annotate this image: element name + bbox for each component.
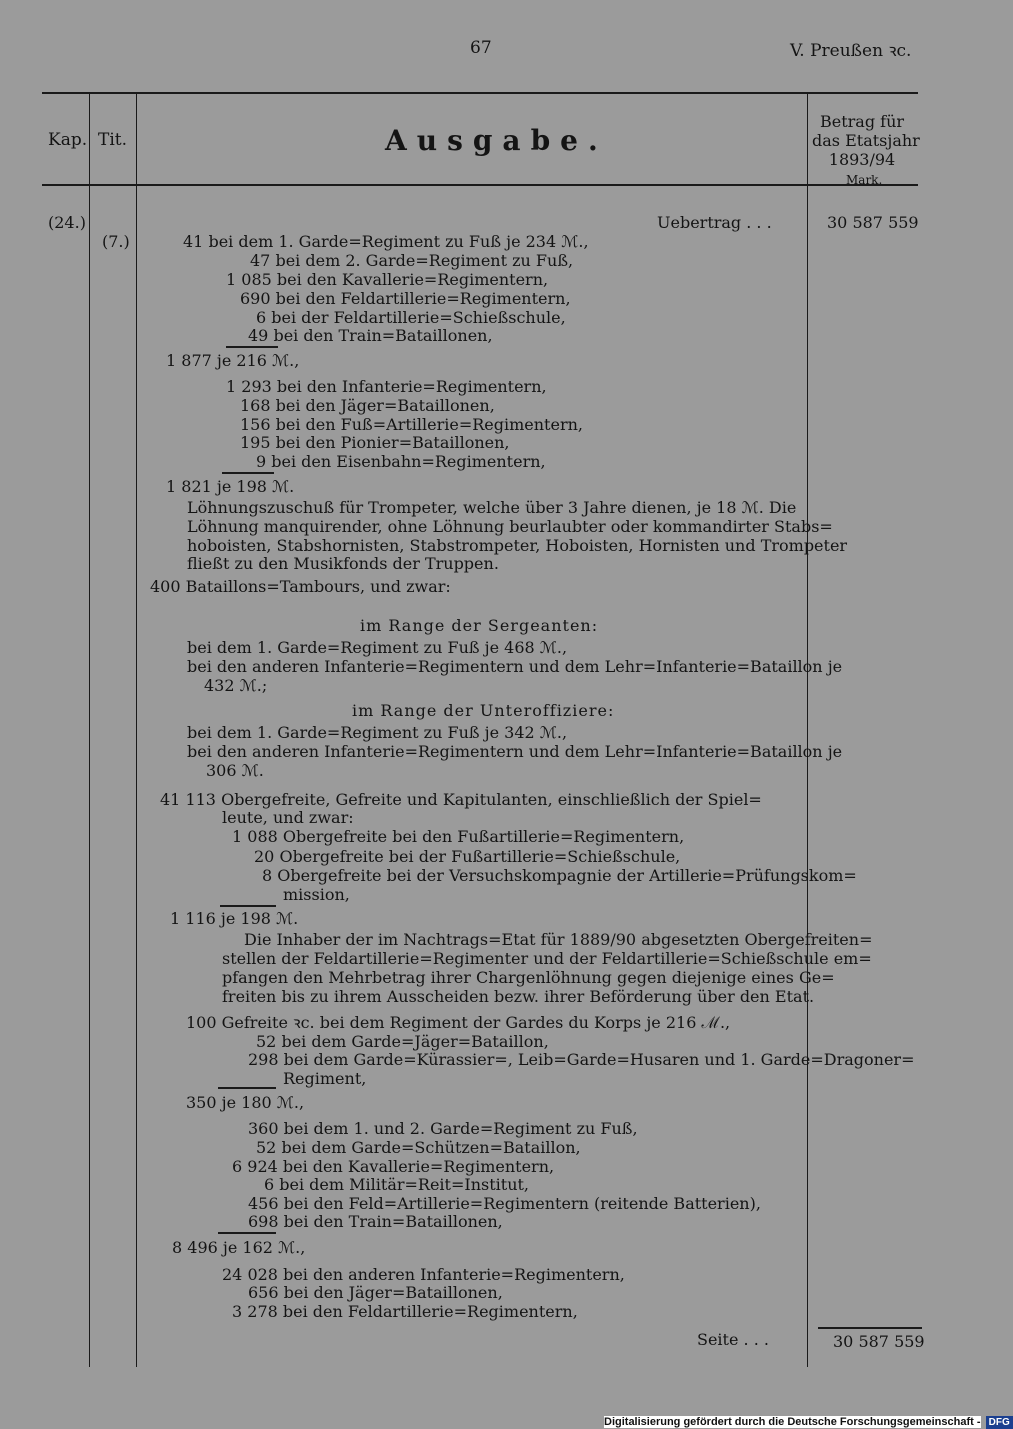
text-line: 195 bei den Pionier=Bataillonen, [240, 433, 510, 452]
total-rule [818, 1327, 922, 1329]
text-line: 41 113 Obergefreite, Gefreite und Kapitulanten, einschließlich der Spiel= [160, 790, 762, 809]
carry-out-label: Seite . . . [697, 1330, 769, 1349]
text-line: 400 Bataillons=Tambours, und zwar: [150, 577, 451, 596]
subheading: im Range der Unteroffiziere: [352, 701, 615, 720]
text-line: 6 bei der Feldartillerie=Schießschule, [256, 308, 566, 327]
dfg-logo: DFG [986, 1416, 1013, 1429]
text-line: 52 bei dem Garde=Schützen=Bataillon, [256, 1138, 581, 1157]
text-line: 306 ℳ. [206, 761, 264, 780]
text-line: 156 bei den Fuß=Artillerie=Regimentern, [240, 415, 583, 434]
text-line: 8 Obergefreite bei der Versuchskompagnie der Artillerie=Prüfungskom= [262, 866, 857, 885]
unit-label: Mark. [846, 173, 883, 187]
col-divider-kap [89, 92, 90, 1367]
text-line: 656 bei den Jäger=Bataillonen, [248, 1283, 503, 1302]
text-line: 20 Obergefreite bei der Fußartillerie=Schießschule, [254, 847, 681, 866]
text-line: 6 bei dem Militär=Reit=Institut, [264, 1175, 530, 1194]
text-line: freiten bis zu ihrem Ausscheiden bezw. ihrer Beförderung über den Etat. [222, 987, 815, 1006]
text-line: 6 924 bei den Kavallerie=Regimentern, [232, 1157, 555, 1176]
text-line: 298 bei dem Garde=Kürassier=, Leib=Garde=Husaren und 1. Garde=Dragoner= [248, 1050, 915, 1069]
text-line: leute, und zwar: [222, 808, 354, 827]
carry-in-label: Uebertrag . . . [657, 213, 772, 232]
text-line: 52 bei dem Garde=Jäger=Bataillon, [256, 1032, 549, 1051]
text-line: 1 821 je 198 ℳ. [166, 477, 295, 496]
text-line: 41 bei dem 1. Garde=Regiment zu Fuß je 234 ℳ., [183, 232, 589, 251]
running-title: V. Preußen ꝛc. [790, 41, 912, 61]
text-line: 3 278 bei den Feldartillerie=Regimentern, [232, 1302, 578, 1321]
text-line: bei dem 1. Garde=Regiment zu Fuß je 468 ℳ., [187, 638, 568, 657]
kap-value: (24.) [48, 213, 86, 232]
kap-header: Kap. [48, 130, 88, 150]
text-line: 1 088 Obergefreite bei den Fußartillerie=Regimentern, [232, 827, 685, 846]
text-line: Löhnung manquirender, ohne Löhnung beurlaubter oder kommandirter Stabs= [187, 517, 833, 536]
text-line: 47 bei dem 2. Garde=Regiment zu Fuß, [250, 251, 574, 270]
head-rule [42, 184, 918, 186]
carry-out-amount: 30 587 559 [833, 1332, 925, 1351]
text-line: Die Inhaber der im Nachtrags=Etat für 1889/90 abgesetzten Obergefreiten= [244, 930, 873, 949]
text-line: 456 bei den Feld=Artillerie=Regimentern (reitende Batterien), [248, 1194, 761, 1213]
text-line: pfangen den Mehrbetrag ihrer Chargenlöhnung gegen diejenige eines Ge= [222, 968, 835, 987]
footer [604, 1410, 1013, 1429]
text-line: 49 bei den Train=Bataillonen, [248, 326, 493, 345]
text-line: 1 877 je 216 ℳ., [166, 351, 300, 370]
text-line: 432 ℳ.; [204, 676, 268, 695]
carry-in-amount: 30 587 559 [827, 213, 919, 232]
sum-rule [218, 1232, 276, 1234]
text-line: bei den anderen Infanterie=Regimentern und dem Lehr=Infanterie=Bataillon je [187, 657, 843, 676]
text-line: 8 496 je 162 ℳ., [172, 1238, 306, 1257]
text-line: 1 085 bei den Kavallerie=Regimentern, [226, 270, 549, 289]
top-rule [42, 92, 918, 94]
text-line: 1 116 je 198 ℳ. [170, 909, 299, 928]
text-line: 698 bei den Train=Bataillonen, [248, 1212, 503, 1231]
text-line: 24 028 bei den anderen Infanterie=Regimentern, [222, 1265, 625, 1284]
text-line: stellen der Feldartillerie=Regimenter und der Feldartillerie=Schießschule em= [222, 949, 872, 968]
text-line: Regiment, [283, 1069, 367, 1088]
text-line: 360 bei dem 1. und 2. Garde=Regiment zu Fuß, [248, 1119, 638, 1138]
text-line: bei den anderen Infanterie=Regimentern und dem Lehr=Infanterie=Bataillon je [187, 742, 843, 761]
text-line: 690 bei den Feldartillerie=Regimentern, [240, 289, 571, 308]
amount-header-line: Betrag für [819, 112, 905, 131]
text-line: 168 bei den Jäger=Bataillonen, [240, 396, 495, 415]
sum-rule [226, 346, 278, 348]
text-line: 1 293 bei den Infanterie=Regimentern, [226, 377, 547, 396]
col-divider-tit [136, 92, 137, 1367]
sum-rule [218, 1087, 276, 1089]
text-line: 350 je 180 ℳ., [186, 1093, 305, 1112]
tit-value: (7.) [102, 232, 130, 251]
text-line: mission, [283, 885, 350, 904]
text-line: Löhnungszuschuß für Trompeter, welche über 3 Jahre dienen, je 18 ℳ. Die [187, 498, 797, 517]
col-divider-amount [807, 92, 808, 1367]
footer-text: Digitalisierung gefördert durch die Deutsche Forschungsgemeinschaft - [604, 1416, 981, 1428]
text-line: 100 Gefreite ꝛc. bei dem Regiment der Gardes du Korps je 216 ℳ., [186, 1013, 731, 1032]
text-line: hoboisten, Stabshornisten, Stabstrompeter, Hoboisten, Hornisten und Trompeter [187, 536, 848, 555]
page-number: 67 [470, 38, 492, 58]
text-line: bei dem 1. Garde=Regiment zu Fuß je 342 ℳ., [187, 723, 568, 742]
amount-header-line: das Etatsjahr [812, 131, 920, 150]
sum-rule [220, 905, 276, 907]
amount-header-line: 1893/94 [828, 150, 896, 169]
subheading: im Range der Sergeanten: [360, 616, 599, 635]
table-title: Ausgabe. [385, 124, 608, 157]
tit-header: Tit. [98, 130, 128, 150]
text-line: 9 bei den Eisenbahn=Regimentern, [256, 452, 546, 471]
sum-rule [222, 472, 274, 474]
amount-header [812, 112, 920, 169]
text-line: fließt zu den Musikfonds der Truppen. [187, 554, 499, 573]
